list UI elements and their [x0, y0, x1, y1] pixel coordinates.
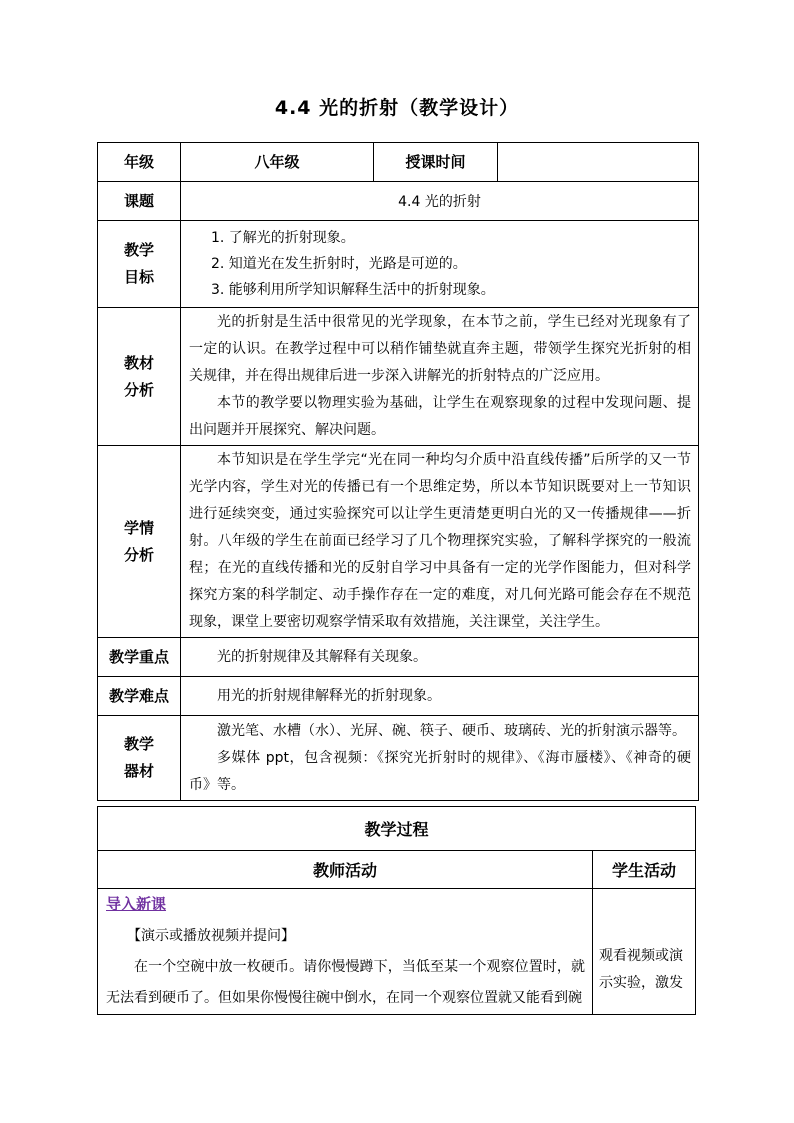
equipment-label: [98, 716, 181, 801]
key-point-value: [181, 638, 699, 677]
topic-label: 课题: [98, 182, 181, 221]
equipment-text: [181, 716, 699, 801]
goals-row: [98, 221, 699, 308]
material-paragraph: 本节的教学要以物理实验为基础，让学生在观察现象的过程中发现问题、提出问题并开展探究、解决问题。: [189, 395, 691, 438]
goal-item: 2. 知道光在发生折射时，光路是可逆的。: [211, 256, 467, 272]
equipment-paragraph: 激光笔、水槽（水）、光屏、碗、筷子、硬币、玻璃砖、光的折射演示器等。: [217, 722, 686, 739]
material-paragraph: 光的折射是生活中很常见的光学现象，在本节之前，学生已经对光现象有了一定的认识。在教学过程中可以稍作铺垫就直奔主题，带领学生探究光折射的相关规律，并在得出规律后进一步深入讲解光的折射特点的广泛应用。: [189, 314, 691, 384]
goals-label-line2: 目标: [123, 268, 154, 286]
material-label-line2: 分析: [123, 380, 154, 399]
teaching-process-table: [97, 806, 696, 1015]
material-analysis-text: [181, 308, 699, 446]
process-header: 教学过程: [98, 807, 696, 851]
student-activity-cell: 观看视频或演示实验，激发: [593, 889, 696, 1015]
equipment-paragraph: 多媒体 ppt，包含视频：《探究光折射时的规律》、《海市蜃楼》、《神奇的硬币》等。: [189, 749, 691, 793]
class-time-value: [498, 143, 699, 182]
key-point-label: 教学重点: [98, 638, 181, 677]
goal-item: 1. 了解光的折射现象。: [211, 230, 355, 246]
grade-label: 年级: [98, 143, 181, 182]
section-title-intro: 导入新课: [106, 895, 167, 913]
equipment-row: [98, 716, 699, 801]
key-point-text: 光的折射规律及其解释有关现象。: [217, 648, 427, 665]
student-paragraph: 本节知识是在学生学完“光在同一种均匀介质中沿直线传播”后所学的又一节光学内容，学生对光的传播已有一个思维定势，所以本节知识既要对上一节知识进行延续突变，通过实验探究可以让学生更清楚更明白光的又一传播规律——折射。八年级的学生在前面已经学习了几个物理探究实验，了解科学探究的一般流程；在光的直线传播和光的反射自学习中具备有一定的光学作图能力，但对科学探究方案的科学制定、动手操作存在一定的难度，对几何光路可能会存在不规范现象，课堂上要密切观察学情采取有效措施，关注课堂，关注学生。: [189, 452, 691, 630]
topic-row: [98, 182, 699, 221]
grade-value: 八年级: [181, 143, 374, 182]
equipment-label-line1: 教学: [123, 735, 154, 753]
student-analysis-label: [98, 446, 181, 638]
intro-body-text: 在一个空碗中放一枚硬币。请你慢慢蹲下，当低至某一个观察位置时，就无法看到硬币了。但如果你慢慢往碗中倒水，在同一个观察位置就又能看到碗: [106, 959, 585, 1006]
goals-label: [98, 221, 181, 308]
student-analysis-text: [181, 446, 699, 638]
student-analysis-row: [98, 446, 699, 638]
difficult-point-row: [98, 677, 699, 716]
material-analysis-row: [98, 308, 699, 446]
material-analysis-label: [98, 308, 181, 446]
class-time-label: 授课时间: [374, 143, 498, 182]
topic-value: 4.4 光的折射: [181, 182, 699, 221]
material-label-line1: 教材: [123, 353, 154, 372]
grade-row: [98, 143, 699, 182]
lesson-info-table: [97, 142, 699, 801]
student-label-line2: 分析: [123, 545, 154, 564]
difficult-point-value: [181, 677, 699, 716]
difficult-point-text: 用光的折射规律解释光的折射现象。: [217, 687, 441, 704]
document-title: 4.4 光的折射（教学设计）: [274, 97, 520, 119]
difficult-point-label: 教学难点: [98, 677, 181, 716]
student-label-line1: 学情: [123, 518, 154, 537]
process-content-row: [98, 889, 696, 1015]
demo-prompt: 【演示或播放视频并提问】: [127, 928, 295, 944]
process-columns-row: [98, 851, 696, 889]
equipment-label-line2: 器材: [123, 762, 154, 780]
student-activity-header: 学生活动: [593, 851, 696, 889]
teacher-activity-cell: [98, 889, 593, 1015]
key-point-row: [98, 638, 699, 677]
goals-label-line1: 教学: [123, 241, 154, 259]
teacher-activity-header: 教师活动: [98, 851, 593, 889]
goals-list: [181, 221, 699, 308]
goal-item: 3. 能够利用所学知识解释生活中的折射现象。: [211, 282, 495, 298]
process-header-row: [98, 807, 696, 851]
